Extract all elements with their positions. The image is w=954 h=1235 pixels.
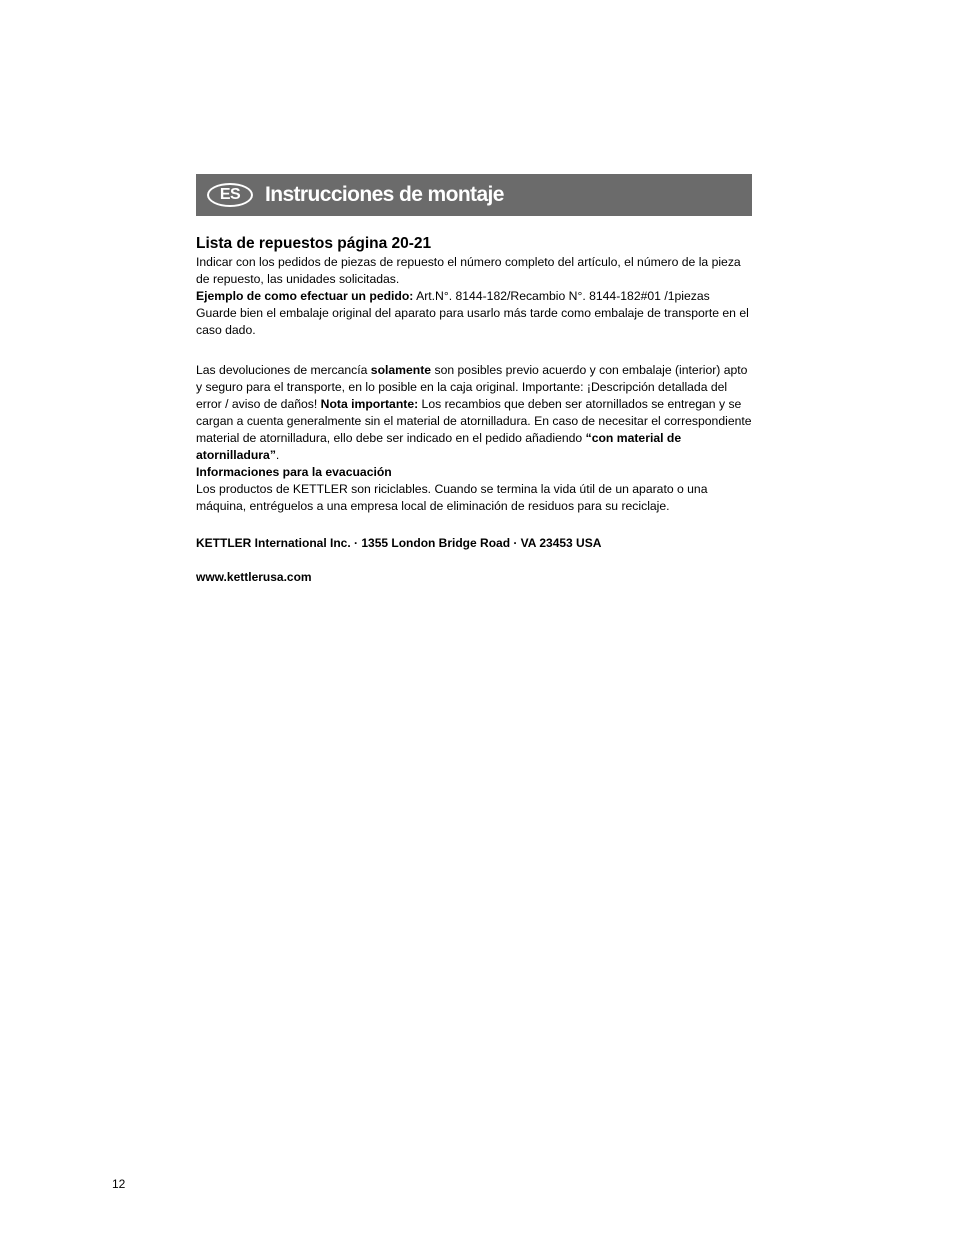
company-address: KETTLER International Inc. · 1355 London Bridge Road · VA 23453 USA (196, 536, 602, 550)
order-example (196, 288, 756, 305)
section-banner (196, 174, 752, 216)
language-badge: ES (207, 183, 253, 207)
banner-title: Instrucciones de montaje (265, 183, 504, 206)
disposal-title-text: Informaciones para la evacuación (196, 465, 392, 479)
parts-order-paragraph: Indicar con los pedidos de piezas de repuesto el número completo del artículo, el número de la pieza de repuesto, las unidades solicitadas. (196, 255, 741, 286)
note-label: Nota importante: (320, 397, 419, 411)
disposal-paragraph: Los productos de KETTLER son riciclables. Cuando se termina la vida útil de un aparato o una máquina, entréguelos a una empresa local de eliminación de residuos para su reciclaje. (196, 482, 708, 513)
company-website[interactable]: www.kettlerusa.com (196, 570, 312, 584)
order-example-label: Ejemplo de como efectuar un pedido: (196, 289, 414, 303)
section-title: Lista de repuestos página 20-21 (196, 235, 432, 252)
returns-paragraph (196, 362, 756, 464)
disposal-title (196, 464, 756, 481)
packaging-paragraph: Guarde bien el embalaje original del aparato para usarlo más tarde como embalaje de transporte en el caso dado. (196, 306, 749, 337)
page-number: 12 (112, 1177, 126, 1191)
note-quote: “con material de atornilladura” (196, 431, 682, 462)
document-body (196, 234, 756, 586)
note-end: . (275, 448, 280, 462)
order-example-text: Art.N°. 8144-182/Recambio N°. 8144-182#01 /1piezas (413, 289, 710, 303)
returns-text-pre: Las devoluciones de mercancía (196, 363, 371, 377)
returns-text-bold: solamente (370, 363, 432, 377)
note-text: Los recambios que deben ser atornillados se entregan y se cargan a cuenta generalmente sin el material de atornilladura. En caso de necesitar el correspondiente material de atornilladura, ello debe ser indicado en el pedido añadiendo (196, 397, 752, 445)
returns-text-post: son posibles previo acuerdo y con embalaje (interior) apto y seguro para el transporte, en lo posible en la caja original. Importante: ¡Descripción detallada del error / aviso de daños! (196, 363, 748, 411)
